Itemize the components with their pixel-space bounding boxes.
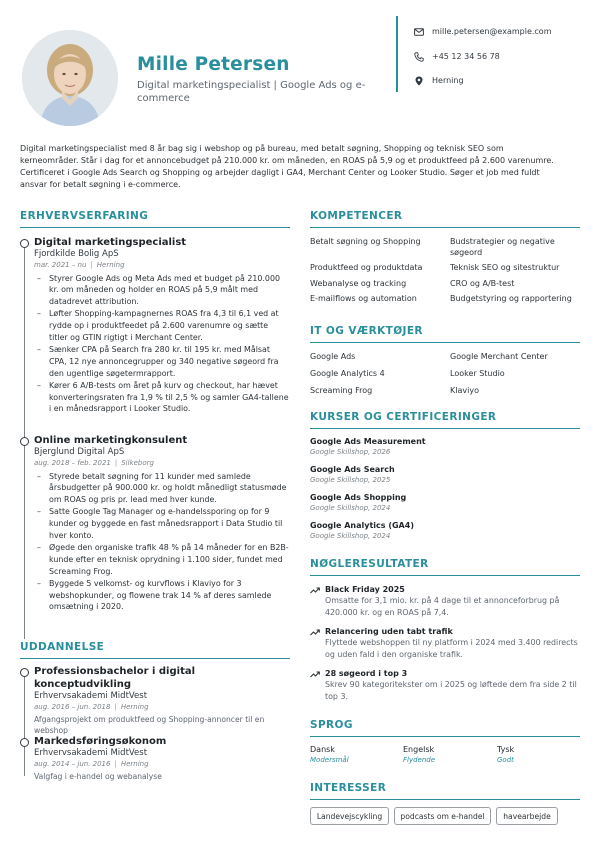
tool-item: Google Analytics 4: [310, 369, 385, 379]
experience-heading: ERHVERVSERFARING: [20, 209, 290, 228]
course-item: [310, 437, 580, 457]
job-bullet: – Sænker CPA på Search fra 280 kr. til 195 kr. med Målsat CPA, 12 nye annoncegrupper og 340 negative søgeord fra den ugentlige søgetermrapport.: [34, 344, 289, 379]
contact-location-text: Herning: [432, 76, 464, 86]
skills-heading: KOMPETENCER: [310, 209, 580, 228]
tool-item: Klaviyo: [450, 386, 479, 396]
contact-phone-text: +45 12 34 56 78: [432, 51, 500, 61]
education-dates: aug. 2014 – jun. 2016: [34, 760, 111, 769]
language-item: [310, 745, 400, 766]
course-provider: Google Skillshop, 2024: [310, 531, 391, 540]
job-meta: mar. 2021 – nu | Herning: [34, 261, 125, 270]
course-provider: Google Skillshop, 2024: [310, 503, 391, 512]
timeline-dot: [20, 668, 29, 677]
job-company: Fjordkilde Bolig ApS: [34, 249, 119, 259]
contact-phone[interactable]: [414, 45, 552, 70]
course-item: [310, 521, 580, 541]
job-title: Online marketingkonsulent: [34, 435, 188, 446]
education-heading: UDDANNELSE: [20, 640, 290, 659]
interest-tag: havearbejde: [496, 807, 558, 825]
tool-item: Screaming Frog: [310, 386, 373, 396]
course-item: [310, 465, 580, 485]
language-name: Engelsk: [403, 745, 435, 754]
courses-heading: KURSER OG CERTIFICERINGER: [310, 410, 580, 429]
language-level: Modersmål: [310, 755, 349, 764]
course-title: Google Ads Search: [310, 465, 395, 474]
profile-photo-image: [22, 30, 118, 126]
job-bullet: – Satte Google Tag Manager og e-handelssporing op for 9 kunder og byggede en fast månedsrapport i Data Studio til hver konto.: [34, 506, 289, 541]
result-title: Relancering uden tabt trafik: [325, 627, 453, 636]
job-bullet: – Kører 6 A/B-tests om året på kurv og checkout, har hævet konverteringsraten fra 1,9 % til 2,5 % og samler GA4-tallene i en månedsrapport i Looker Studio.: [34, 380, 289, 415]
education-meta: aug. 2016 – jun. 2018 | Herning: [34, 703, 149, 712]
education-dates: aug. 2016 – jun. 2018: [34, 703, 111, 712]
job-entry: [34, 434, 289, 614]
skill-item: Webanalyse og tracking: [310, 278, 407, 288]
candidate-name: Mille Petersen: [137, 54, 290, 75]
language-level: Flydende: [403, 755, 436, 764]
education-timeline: [24, 672, 25, 776]
tools-heading: IT OG VÆRKTØJER: [310, 324, 580, 343]
education-meta: aug. 2014 – jun. 2016 | Herning: [34, 760, 149, 769]
job-dates: aug. 2018 – feb. 2021: [34, 459, 111, 468]
course-title: Google Analytics (GA4): [310, 521, 414, 530]
results-heading: NØGLERESULTATER: [310, 557, 580, 576]
profile-summary: Digital marketingspecialist med 8 år bag sig i webshop og på bureau, med betalt søgning, Shopping og teknisk SEO som kerneområder. Står i dag for et annoncebudget på 210.000 kr. om måneden, en ROAS på 5,9 og et produktfeed på 2.600 varenumre. Certificeret i Google Ads Search og Shopping og arbejder dagligt i GA4, Merchant Center og Looker Studio. Søger et job med fuldt ansvar for betalt søgning i e-commerce.: [20, 144, 554, 189]
phone-icon: [414, 52, 424, 62]
languages-heading: SPROG: [310, 718, 580, 737]
course-provider: Google Skillshop, 2026: [310, 447, 391, 456]
job-location: Herning: [96, 261, 125, 270]
education-entry: [34, 665, 289, 736]
location-pin-icon: [414, 76, 424, 86]
course-provider: Google Skillshop, 2025: [310, 475, 391, 484]
result-description: Flyttede webshoppen til ny platform i 2024 med 3.400 redirects og uden fald i den organiske trafik.: [325, 638, 578, 660]
language-name: Dansk: [310, 745, 335, 754]
language-level: Godt: [497, 755, 514, 764]
result-item: [310, 668, 580, 703]
interest-tag: Landevejscykling: [310, 807, 389, 825]
trending-up-icon: [310, 670, 320, 678]
job-bullet: – Løfter Shopping-kampagnernes ROAS fra 4,3 til 6,1 ved at rydde op i produktfeedet på 2.600 varenumre og sætte titler og GTIN rigtigt i Merchant Center.: [34, 308, 289, 343]
course-title: Google Ads Measurement: [310, 437, 426, 446]
job-meta: aug. 2018 – feb. 2021 | Silkeborg: [34, 459, 154, 468]
interests-heading: INTERESSER: [310, 781, 580, 800]
skill-item: Produktfeed og produktdata: [310, 263, 423, 273]
result-description: Skrev 90 kategoritekster om i 2025 og løftede dem fra side 2 til top 3.: [325, 680, 577, 702]
skill-item: Betalt søgning og Shopping: [310, 237, 421, 246]
course-title: Google Ads Shopping: [310, 493, 407, 502]
contact-info: [414, 20, 552, 94]
timeline-dot: [20, 738, 29, 747]
education-description: Valgfag i e-handel og webanalyse: [34, 771, 162, 781]
skill-item: CRO og A/B-test: [450, 278, 515, 288]
tool-item: Google Ads: [310, 352, 356, 361]
education-description: Afgangsprojekt om produktfeed og Shopping-annoncer til en webshop: [34, 714, 265, 736]
interest-tag: podcasts om e-handel: [394, 807, 491, 825]
result-item: [310, 584, 580, 619]
skills-list: [310, 236, 580, 304]
timeline-dot: [20, 239, 29, 248]
job-title: Digital marketingspecialist: [34, 237, 187, 248]
education-title: Professionsbachelor i digital konceptudvikling: [34, 666, 196, 690]
skill-item: E-mailflows og automation: [310, 293, 417, 303]
job-bullet: – Øgede den organiske trafik 48 % på 14 måneder for en B2B-kunde efter en teknisk oprydning i 1.100 sider, fundet med Screaming Frog.: [34, 542, 289, 577]
job-bullets: [34, 273, 289, 415]
mail-icon: [414, 27, 424, 37]
trending-up-icon: [310, 586, 320, 594]
skill-item: Budstrategier og negative søgeord: [450, 237, 555, 258]
result-item: [310, 626, 580, 661]
job-dates: mar. 2021 – nu: [34, 261, 87, 270]
course-item: [310, 493, 580, 513]
result-title: Black Friday 2025: [325, 585, 405, 594]
tool-item: Google Merchant Center: [450, 352, 548, 361]
skill-item: Teknisk SEO og sitestruktur: [450, 263, 560, 273]
job-location: Silkeborg: [121, 459, 154, 468]
tool-item: Looker Studio: [450, 369, 505, 379]
job-bullet: – Byggede 5 velkomst- og kurvflows i Klaviyo for 3 webshopkunder, og flowene trak 14 % af deres samlede omsætning i 2020.: [34, 578, 289, 613]
candidate-title: Digital marketingspecialist | Google Ads og e-commerce: [137, 80, 366, 104]
result-description: Omsatte for 3,1 mio. kr. på 4 dage til et annonceforbrug på 420.000 kr. og en ROAS på 7,4.: [325, 596, 560, 618]
language-name: Tysk: [497, 745, 515, 754]
header-divider: [396, 16, 398, 92]
education-entry: [34, 735, 289, 782]
education-title: Markedsføringsøkonom: [34, 736, 167, 747]
skill-item: Budgetstyring og rapportering: [450, 293, 572, 303]
contact-location: [414, 69, 552, 94]
job-company: Bjerglund Digital ApS: [34, 447, 125, 457]
trending-up-icon: [310, 628, 320, 636]
language-item: [497, 745, 587, 766]
job-bullet: – Styrede betalt søgning for 11 kunder med samlede årsbudgetter på 900.000 kr. og holdt månedligt statusmøde om ROAS og pris pr. lead med hver kunde.: [34, 471, 289, 506]
job-bullet: – Styrer Google Ads og Meta Ads med et budget på 210.000 kr. om måneden og holder en ROAS på 5,9 målt med datadrevet attribution.: [34, 273, 289, 308]
profile-photo: [22, 30, 118, 126]
timeline-dot: [20, 437, 29, 446]
result-title: 28 søgeord i top 3: [325, 669, 408, 678]
education-school: Erhvervsakademi MidtVest: [34, 748, 148, 758]
education-location: Herning: [120, 703, 149, 712]
language-item: [403, 745, 493, 766]
education-location: Herning: [120, 760, 149, 769]
contact-email-text: mille.petersen@example.com: [432, 27, 552, 37]
job-bullets: [34, 471, 289, 613]
education-school: Erhvervsakademi MidtVest: [34, 691, 148, 701]
tools-list: [310, 351, 580, 397]
job-entry: [34, 236, 289, 416]
contact-email[interactable]: [414, 20, 552, 45]
